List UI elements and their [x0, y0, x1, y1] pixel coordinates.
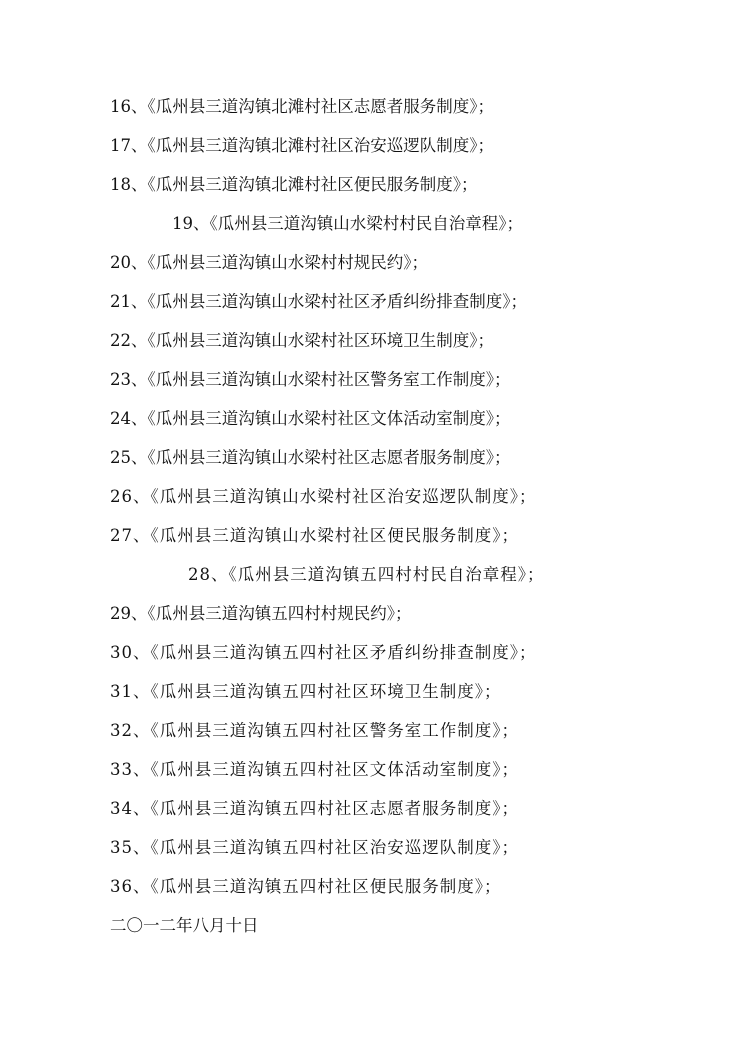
list-item: 28、《瓜州县三道沟镇五四村村民自治章程》；: [188, 565, 545, 584]
list-item: 23、《瓜州县三道沟镇山水梁村社区警务室工作制度》；: [110, 370, 511, 389]
list-item: 34、《瓜州县三道沟镇五四村社区志愿者服务制度》；: [110, 799, 519, 818]
list-item: 35、《瓜州县三道沟镇五四村社区治安巡逻队制度》；: [110, 838, 519, 857]
list-item: 31、《瓜州县三道沟镇五四村社区环境卫生制度》；: [110, 682, 502, 701]
list-item: 30、《瓜州县三道沟镇五四村社区矛盾纠纷排查制度》；: [110, 643, 537, 662]
list-item: 36、《瓜州县三道沟镇五四村社区便民服务制度》；: [110, 877, 502, 896]
list-item: 21、《瓜州县三道沟镇山水梁村社区矛盾纠纷排查制度》；: [110, 292, 527, 311]
list-item: 32、《瓜州县三道沟镇五四村社区警务室工作制度》；: [110, 721, 519, 740]
list-item: 22、《瓜州县三道沟镇山水梁村社区环境卫生制度》；: [110, 331, 494, 350]
list-item: 17、《瓜州县三道沟镇北滩村社区治安巡逻队制度》；: [110, 136, 494, 155]
list-item: 25、《瓜州县三道沟镇山水梁村社区志愿者服务制度》；: [110, 448, 511, 467]
document-date: 二〇一二年八月十日: [110, 916, 259, 935]
list-item: 20、《瓜州县三道沟镇山水梁村村规民约》；: [110, 253, 428, 272]
list-item: 26、《瓜州县三道沟镇山水梁村社区治安巡逻队制度》；: [110, 487, 537, 506]
list-item: 24、《瓜州县三道沟镇山水梁村社区文体活动室制度》；: [110, 409, 511, 428]
list-item: 33、《瓜州县三道沟镇五四村社区文体活动室制度》；: [110, 760, 519, 779]
list-item: 19、《瓜州县三道沟镇山水梁村村民自治章程》；: [172, 214, 523, 233]
list-item: 18、《瓜州县三道沟镇北滩村社区便民服务制度》；: [110, 175, 478, 194]
list-item: 16、《瓜州县三道沟镇北滩村社区志愿者服务制度》；: [110, 97, 494, 116]
list-item: 27、《瓜州县三道沟镇山水梁村社区便民服务制度》；: [110, 526, 519, 545]
list-item: 29、《瓜州县三道沟镇五四村村规民约》；: [110, 604, 412, 623]
